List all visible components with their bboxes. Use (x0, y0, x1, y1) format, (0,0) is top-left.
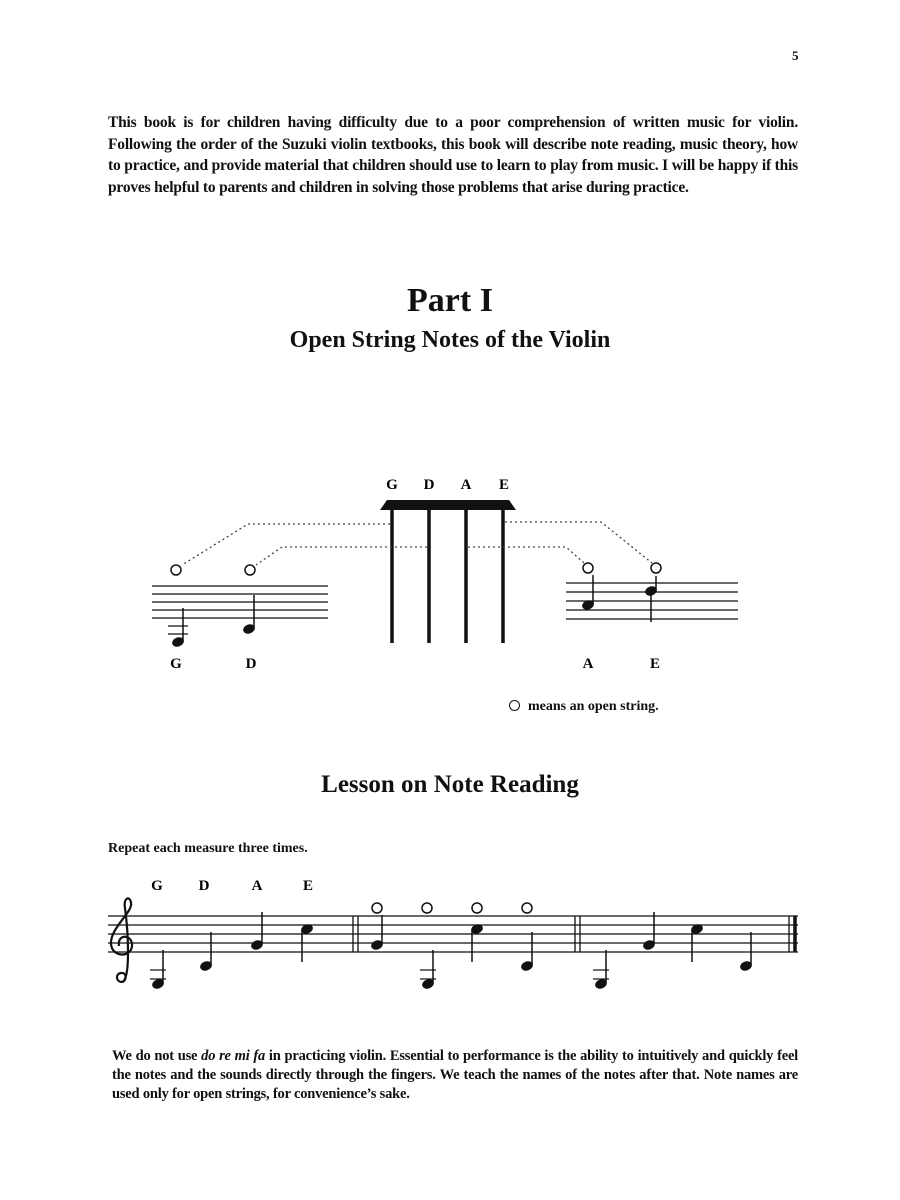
string-label-a: A (460, 477, 472, 493)
dotted-connectors (182, 522, 652, 565)
string-label-e: E (498, 477, 510, 493)
string-label-d: D (423, 477, 435, 493)
right-staff (566, 563, 738, 672)
treble-clef (111, 898, 132, 982)
note-label-g: G (170, 656, 182, 672)
open-string-circle (245, 565, 255, 575)
connector-d (256, 547, 427, 565)
legend-text: means an open string. (528, 699, 659, 714)
open-string-circle (583, 563, 593, 573)
closing-paragraph-italic: do re mi fa (201, 1048, 266, 1064)
part-title: Part I (407, 282, 493, 319)
connector-g (182, 524, 390, 565)
violin-strings-diagram (380, 477, 516, 643)
connector-a (468, 547, 584, 563)
string-label-g: G (386, 477, 398, 493)
open-string-circle (171, 565, 181, 575)
lesson-instruction: Repeat each measure three times. (108, 841, 308, 856)
open-string-legend (509, 699, 659, 715)
lesson-title: Lesson on Note Reading (321, 771, 579, 798)
closing-paragraph (112, 1047, 798, 1104)
open-string-circle (651, 563, 661, 573)
lesson-label-a: A (251, 878, 263, 894)
lesson-label-e: E (302, 878, 314, 894)
violin-nut (380, 500, 516, 510)
page-number: 5 (792, 48, 799, 63)
note-label-d: D (245, 656, 257, 672)
lesson-label-g: G (151, 878, 163, 894)
connector-e (505, 522, 652, 563)
open-string-circle (522, 903, 532, 913)
lesson-staff (108, 878, 798, 990)
open-string-circle (372, 903, 382, 913)
open-string-circle (422, 903, 432, 913)
note-label-a: A (582, 656, 594, 672)
part-subtitle: Open String Notes of the Violin (289, 327, 611, 353)
open-string-circle-icon (509, 700, 520, 711)
intro-paragraph: This book is for children having difficulty due to a poor comprehension of written music for violin. Following the order of the Suzuki violin textbooks, this book will describe note reading, music theory, how to practice, and provide material that children should use to learn to play from music. I will be happy if this proves helpful to parents and children in solving those problems that arise during practice. (108, 114, 798, 196)
open-string-circle (472, 903, 482, 913)
note-label-e: E (649, 656, 661, 672)
left-staff (152, 565, 328, 672)
closing-paragraph-start: We do not use (112, 1048, 202, 1064)
lesson-label-d: D (198, 878, 210, 894)
closing-paragraph-end: in practicing violin. Essential to performance is the ability to intuitively and quickly feel the notes and the sounds directly through the fingers. We teach the names of the notes after that. Note names are used only for open strings, for convenience’s sake. (112, 1048, 799, 1102)
